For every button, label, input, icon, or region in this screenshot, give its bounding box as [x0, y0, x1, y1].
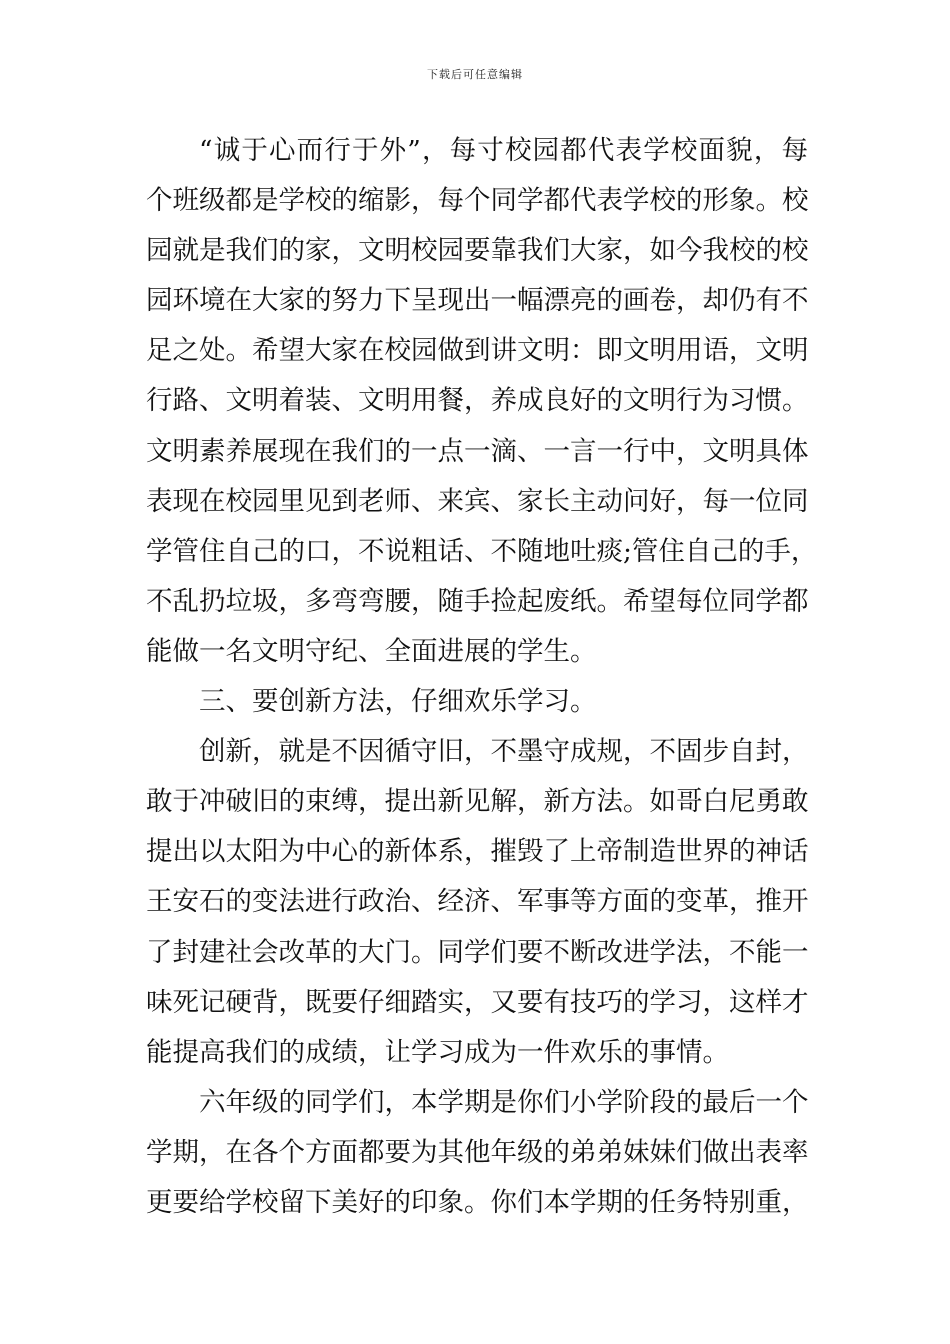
text-line: 行路、文明着装、文明用餐，养成良好的文明行为习惯。 [146, 385, 809, 417]
text-line: 味死记硬背，既要仔细踏实，又要有技巧的学习，这样才 [146, 986, 809, 1018]
text-line: 学期，在各个方面都要为其他年级的弟弟妹妹们做出表率 [146, 1136, 809, 1168]
document-body [146, 126, 818, 1228]
text-line: 了封建社会改革的大门。同学们要不断改进学法，不能一 [146, 936, 809, 968]
text-line: 六年级的同学们，本学期是你们小学阶段的最后一个 [199, 1086, 809, 1118]
section-heading: 三、要创新方法，仔细欢乐学习。 [199, 686, 597, 718]
text-line: 学管住自己的口，不说粗话、不随地吐痰;管住自己的手， [146, 535, 818, 567]
text-line: 王安石的变法进行政治、经济、军事等方面的变革，推开 [146, 886, 809, 918]
text-line: 更要给学校留下美好的印象。你们本学期的任务特别重， [146, 1186, 809, 1218]
text-line: 不乱扔垃圾，多弯弯腰，随手捡起废纸。希望每位同学都 [146, 585, 809, 617]
text-line: 敢于冲破旧的束缚，提出新见解，新方法。如哥白尼勇敢 [146, 786, 809, 818]
text-line: 文明素养展现在我们的一点一滴、一言一行中，文明具体 [146, 435, 809, 467]
text-line: 表现在校园里见到老师、来宾、家长主动问好，每一位同 [146, 485, 809, 517]
text-line: 个班级都是学校的缩影，每个同学都代表学校的形象。校 [146, 185, 809, 217]
text-line: 能做一名文明守纪、全面进展的学生。 [146, 635, 597, 667]
text-line: 足之处。希望大家在校园做到讲文明：即文明用语，文明 [146, 335, 809, 367]
text-line: 能提高我们的成绩，让学习成为一件欢乐的事情。 [146, 1036, 729, 1068]
text-line: 园就是我们的家，文明校园要靠我们大家，如今我校的校 [146, 235, 809, 267]
text-line: 提出以太阳为中心的新体系，摧毁了上帝制造世界的神话 [146, 836, 809, 868]
text-line: 园环境在大家的努力下呈现出一幅漂亮的画卷，却仍有不 [146, 285, 809, 317]
page-header: 下载后可任意编辑 [427, 68, 523, 81]
text-line: 创新，就是不因循守旧，不墨守成规，不固步自封， [199, 736, 809, 768]
text-line: “诚于心而行于外”，每寸校园都代表学校面貌，每 [199, 135, 808, 166]
